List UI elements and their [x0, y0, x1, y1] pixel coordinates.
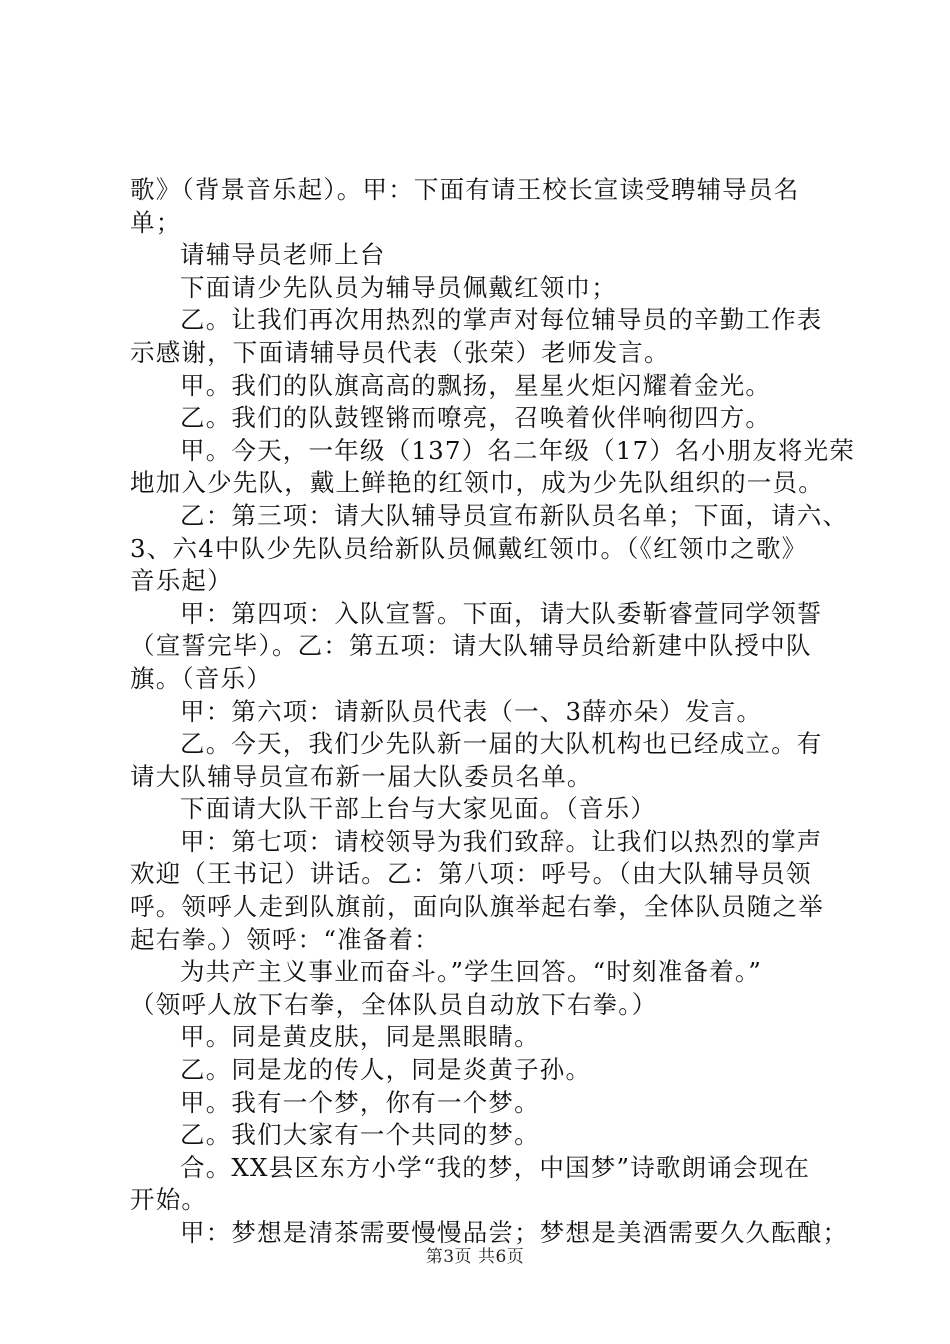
text-line: 示感谢，下面请辅导员代表（张荣）老师发言。: [130, 337, 670, 367]
text-line: 甲：第六项：请新队员代表（一、3薛亦朵）发言。: [180, 696, 763, 726]
text-line: 乙。我们的队鼓铿锵而嘹亮，召唤着伙伴响彻四方。: [180, 403, 772, 433]
text-line: （宣誓完毕）。乙：第五项：请大队辅导员给新建中队授中队: [130, 631, 812, 661]
text-line: 歌》（背景音乐起）。甲：下面有请王校长宣读受聘辅导员名: [130, 175, 800, 204]
text-line: 乙。今天，我们少先队新一届的大队机构也已经成立。有: [180, 729, 823, 759]
text-line: 甲。今天，一年级（137）名二年级（17）名小朋友将光荣: [180, 435, 856, 465]
text-line: 甲。我们的队旗高高的飘扬，星星火炬闪耀着金光。: [180, 370, 772, 400]
text-line: 乙：第三项：请大队辅导员宣布新队员名单；下面，请六、: [180, 500, 849, 530]
page-footer: 第3页 共6页: [425, 1247, 525, 1267]
text-line: 乙。同是龙的传人，同是炎黄子孙。: [180, 1055, 592, 1085]
text-line: 甲：第四项：入队宣誓。下面，请大队委靳睿萱同学领誓: [180, 598, 823, 628]
text-line: 甲：梦想是清茶需要慢慢品尝；梦想是美酒需要久久酝酿；: [180, 1218, 849, 1247]
text-line: 合。XX县区东方小学“我的梦，中国梦”诗歌朗诵会现在: [180, 1152, 811, 1182]
text-line: （领呼人放下右拳，全体队员自动放下右拳。）: [130, 989, 658, 1019]
text-line: 地加入少先队，戴上鲜艳的红领巾，成为少先队组织的一员。: [130, 468, 824, 498]
text-line: 音乐起）: [130, 566, 233, 596]
text-line: 旗。（音乐）: [130, 663, 272, 693]
document-body: [130, 174, 856, 1250]
text-line: 乙。让我们再次用热烈的掌声对每位辅导员的辛勤工作表: [180, 305, 823, 335]
text-line: 请大队辅导员宣布新一届大队委员名单。: [130, 761, 593, 791]
text-line: 甲：第七项：请校领导为我们致辞。让我们以热烈的掌声: [180, 826, 823, 856]
text-line: 下面请少先队员为辅导员佩戴红领巾；: [180, 272, 617, 302]
text-line: 起右拳。）领呼：“准备着：: [130, 924, 440, 954]
text-line: 下面请大队干部上台与大家见面。（音乐）: [180, 794, 657, 824]
text-line: 甲。我有一个梦，你有一个梦。: [180, 1087, 540, 1117]
text-line: 乙。我们大家有一个共同的梦。: [180, 1120, 540, 1150]
text-line: 呼。领呼人走到队旗前，面向队旗举起右拳，全体队员随之举: [130, 892, 824, 922]
text-line: 开始。: [130, 1185, 208, 1215]
text-line: 甲。同是黄皮肤，同是黑眼睛。: [180, 1022, 540, 1052]
text-line: 3、六4中队少先队员给新队员佩戴红领巾。（《红领巾之歌》: [130, 533, 808, 563]
text-line: 单；: [130, 207, 182, 237]
text-line: 欢迎（王书记）讲话。乙：第八项：呼号。（由大队辅导员领: [130, 859, 812, 889]
text-line: 请辅导员老师上台: [180, 240, 386, 270]
text-line: 为共产主义事业而奋斗。”学生回答。“时刻准备着。”: [180, 957, 763, 987]
